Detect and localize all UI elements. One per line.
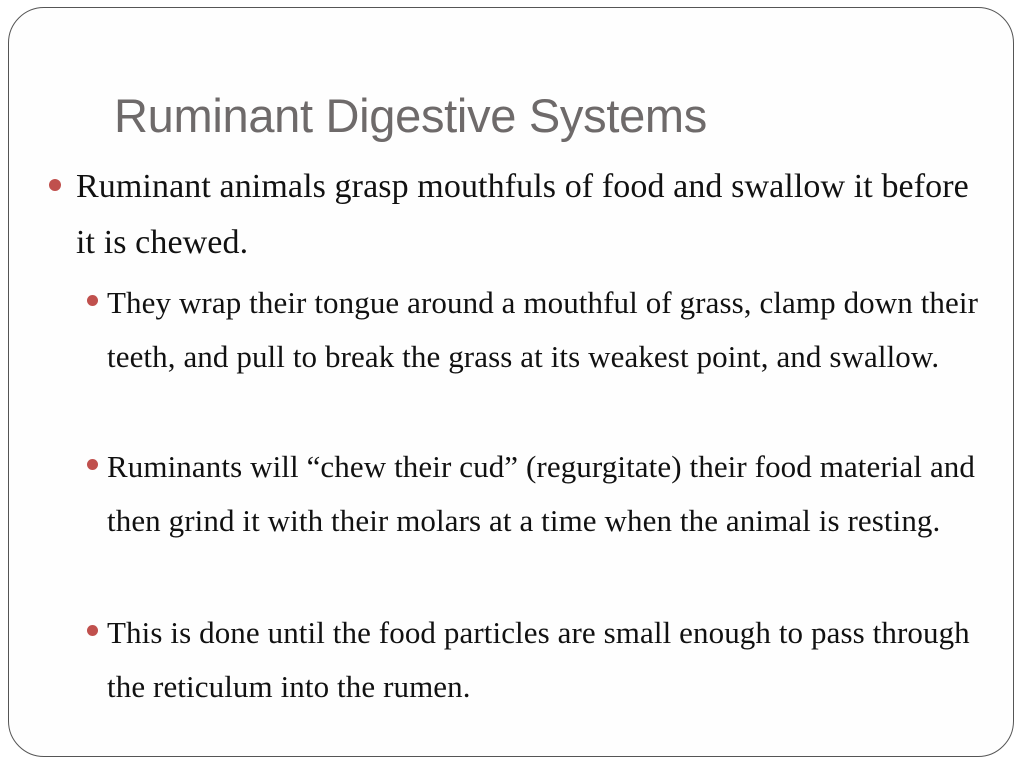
sub-bullet-3: This is done until the food particles are small enough to pass through the reticulum into the rumen. — [107, 615, 970, 704]
sub-bullet-dot-icon — [87, 459, 98, 470]
bullet-dot-icon — [49, 179, 61, 191]
sub-bullet-1: They wrap their tongue around a mouthful of grass, clamp down their teeth, and pull to break the grass at its weakest point, and swallow. — [107, 285, 979, 374]
slide-title: Ruminant Digestive Systems — [114, 89, 707, 142]
sub-bullet-dot-icon — [87, 295, 98, 306]
sub-bullet-dot-icon — [87, 625, 98, 636]
bullet-main: Ruminant animals grasp mouthfuls of food and swallow it before it is chewed. — [76, 168, 969, 261]
sub-bullet-2: Ruminants will “chew their cud” (regurgitate) their food material and then grind it with their molars at a time when the animal is resting. — [107, 449, 975, 538]
